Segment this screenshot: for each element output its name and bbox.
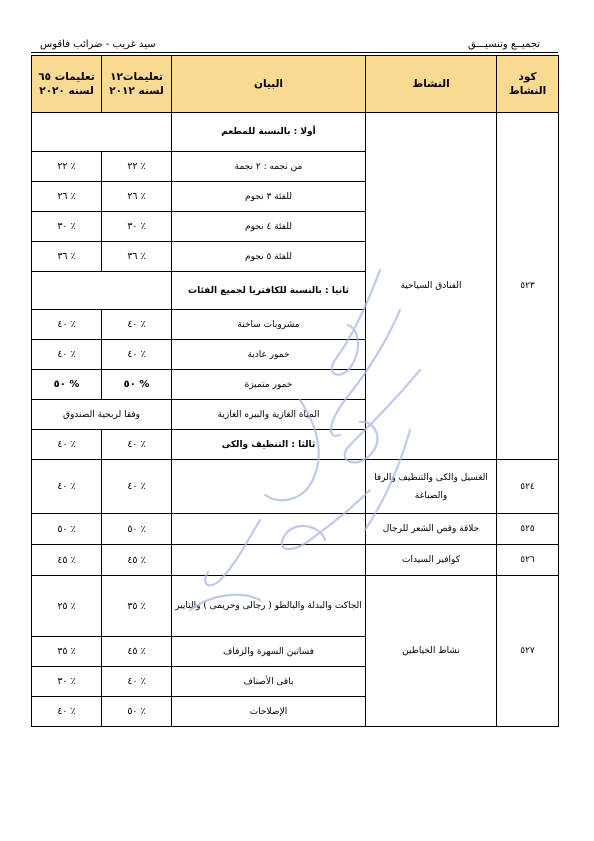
statement-cell [172,514,366,545]
header-rate-2020: تعليمات ٦٥ لسنه ٢٠٢٠ [32,56,102,113]
rate-2012-cell: % ٥٠ [102,370,172,400]
header-activity: النشاط [366,56,497,113]
activity-code-527: ٥٢٧ [497,576,559,727]
rate-2020-cell: ٪ ٣٥ [32,637,102,667]
activity-code-525: ٥٢٥ [497,514,559,545]
statement-cell: الجاكت والبدلة والبالطو ( رجالى وحريمى ) والتايير [172,576,366,637]
rate-2012-cell: ٪ ٢٦ [102,182,172,212]
statement-cell: فساتين السهرة والزفاف [172,637,366,667]
header-rule [31,52,558,53]
rate-2020-cell: ٪ ٥٠ [32,514,102,545]
statement-cell: ثانيا : بالنسبة للكافتريا لجميع الفئات [172,272,366,310]
rate-2020-cell: % ٥٠ [32,370,102,400]
statement-cell: أولا : بالنسبة للمطعم [172,113,366,152]
header-statement: البيان [172,56,366,113]
table-row [32,545,559,576]
activity-526: كوافير السيدات [366,545,497,576]
rate-2020-cell: ٪ ٤٥ [32,545,102,576]
rate-2020-cell: ٪ ٢٢ [32,152,102,182]
table-row [32,460,559,514]
rate-2020-cell: ٪ ٤٠ [32,310,102,340]
rate-2020-cell: ٪ ٢٥ [32,576,102,637]
rate-2012-cell: ٪ ٥٠ [102,514,172,545]
activity-523: الفنادق السياحية [366,113,497,460]
table-row [32,113,559,152]
header-code: كود النشاط [497,56,559,113]
header-compiled-label: تجميــع وتنسيـــق [468,39,541,50]
statement-cell: للفئة ٣ نجوم [172,182,366,212]
statement-cell: خمور عادية [172,340,366,370]
statement-cell: ثالثا : التنظيف والكى [172,430,366,460]
statement-cell: الإصلاحات [172,697,366,727]
rate-2020-cell: ٪ ٣٠ [32,212,102,242]
rate-2012-cell: ٪ ٥٠ [102,697,172,727]
statement-cell: مشروبات ساخنة [172,310,366,340]
table-row [32,576,559,637]
statement-cell [172,460,366,514]
statement-cell: من نجمه : ٢ نجمة [172,152,366,182]
rate-2012-cell: ٪ ٤٠ [102,430,172,460]
rate-2012-cell: ٪ ٤٥ [102,545,172,576]
rate-2012-cell: ٪ ٣٦ [102,242,172,272]
rate-2012-cell: ٪ ٤٠ [102,460,172,514]
activity-code-526: ٥٢٦ [497,545,559,576]
statement-cell [172,545,366,576]
rate-2020-cell: ٪ ٣٠ [32,667,102,697]
header-rate-2012: تعليمات١٢ لسنه ٢٠١٢ [102,56,172,113]
statement-cell: المياة الغازية والبيره الغازية [172,400,366,430]
rate-2012-cell: ٪ ٤٥ [102,637,172,667]
rate-2012-cell: ٪ ٤٠ [102,340,172,370]
rate-2020-cell: ٪ ٢٦ [32,182,102,212]
statement-cell: باقى الأصناف [172,667,366,697]
rate-2020-cell: ٪ ٤٠ [32,697,102,727]
tax-rates-table [31,55,559,727]
rate-2012-cell: ٪ ٣٠ [102,212,172,242]
table-header-row [32,56,559,113]
fund-profitability-cell: وفقا لربحية الصندوق [32,400,172,430]
rate-2020-cell: ٪ ٤٠ [32,430,102,460]
rate-2020-cell: ٪ ٤٠ [32,460,102,514]
rate-2012-cell: ٪ ٢٢ [102,152,172,182]
activity-524: الغسيل والكى والتنظيف والرفا والصباغة [366,460,497,514]
rate-2012-cell: ٪ ٤٠ [102,667,172,697]
activity-527: نشاط الخياطين [366,576,497,727]
statement-cell: للفئة ٥ نجوم [172,242,366,272]
table-row [32,514,559,545]
rate-2012-cell: ٪ ٤٠ [102,310,172,340]
rate-2012-cell: ٪ ٣٥ [102,576,172,637]
statement-cell: للفئة ٤ نجوم [172,212,366,242]
activity-525: حلاقة وقص الشعر للرجال [366,514,497,545]
header-author: سيد غريب - ضرائب فاقوس [40,39,156,50]
rate-2020-cell: ٪ ٤٠ [32,340,102,370]
activity-code-523: ٥٢٣ [497,113,559,460]
statement-cell: خمور متميزة [172,370,366,400]
rate-2020-cell: ٪ ٣٦ [32,242,102,272]
activity-code-524: ٥٢٤ [497,460,559,514]
empty-rate-cell [32,272,172,310]
empty-rate-cell [32,113,172,152]
